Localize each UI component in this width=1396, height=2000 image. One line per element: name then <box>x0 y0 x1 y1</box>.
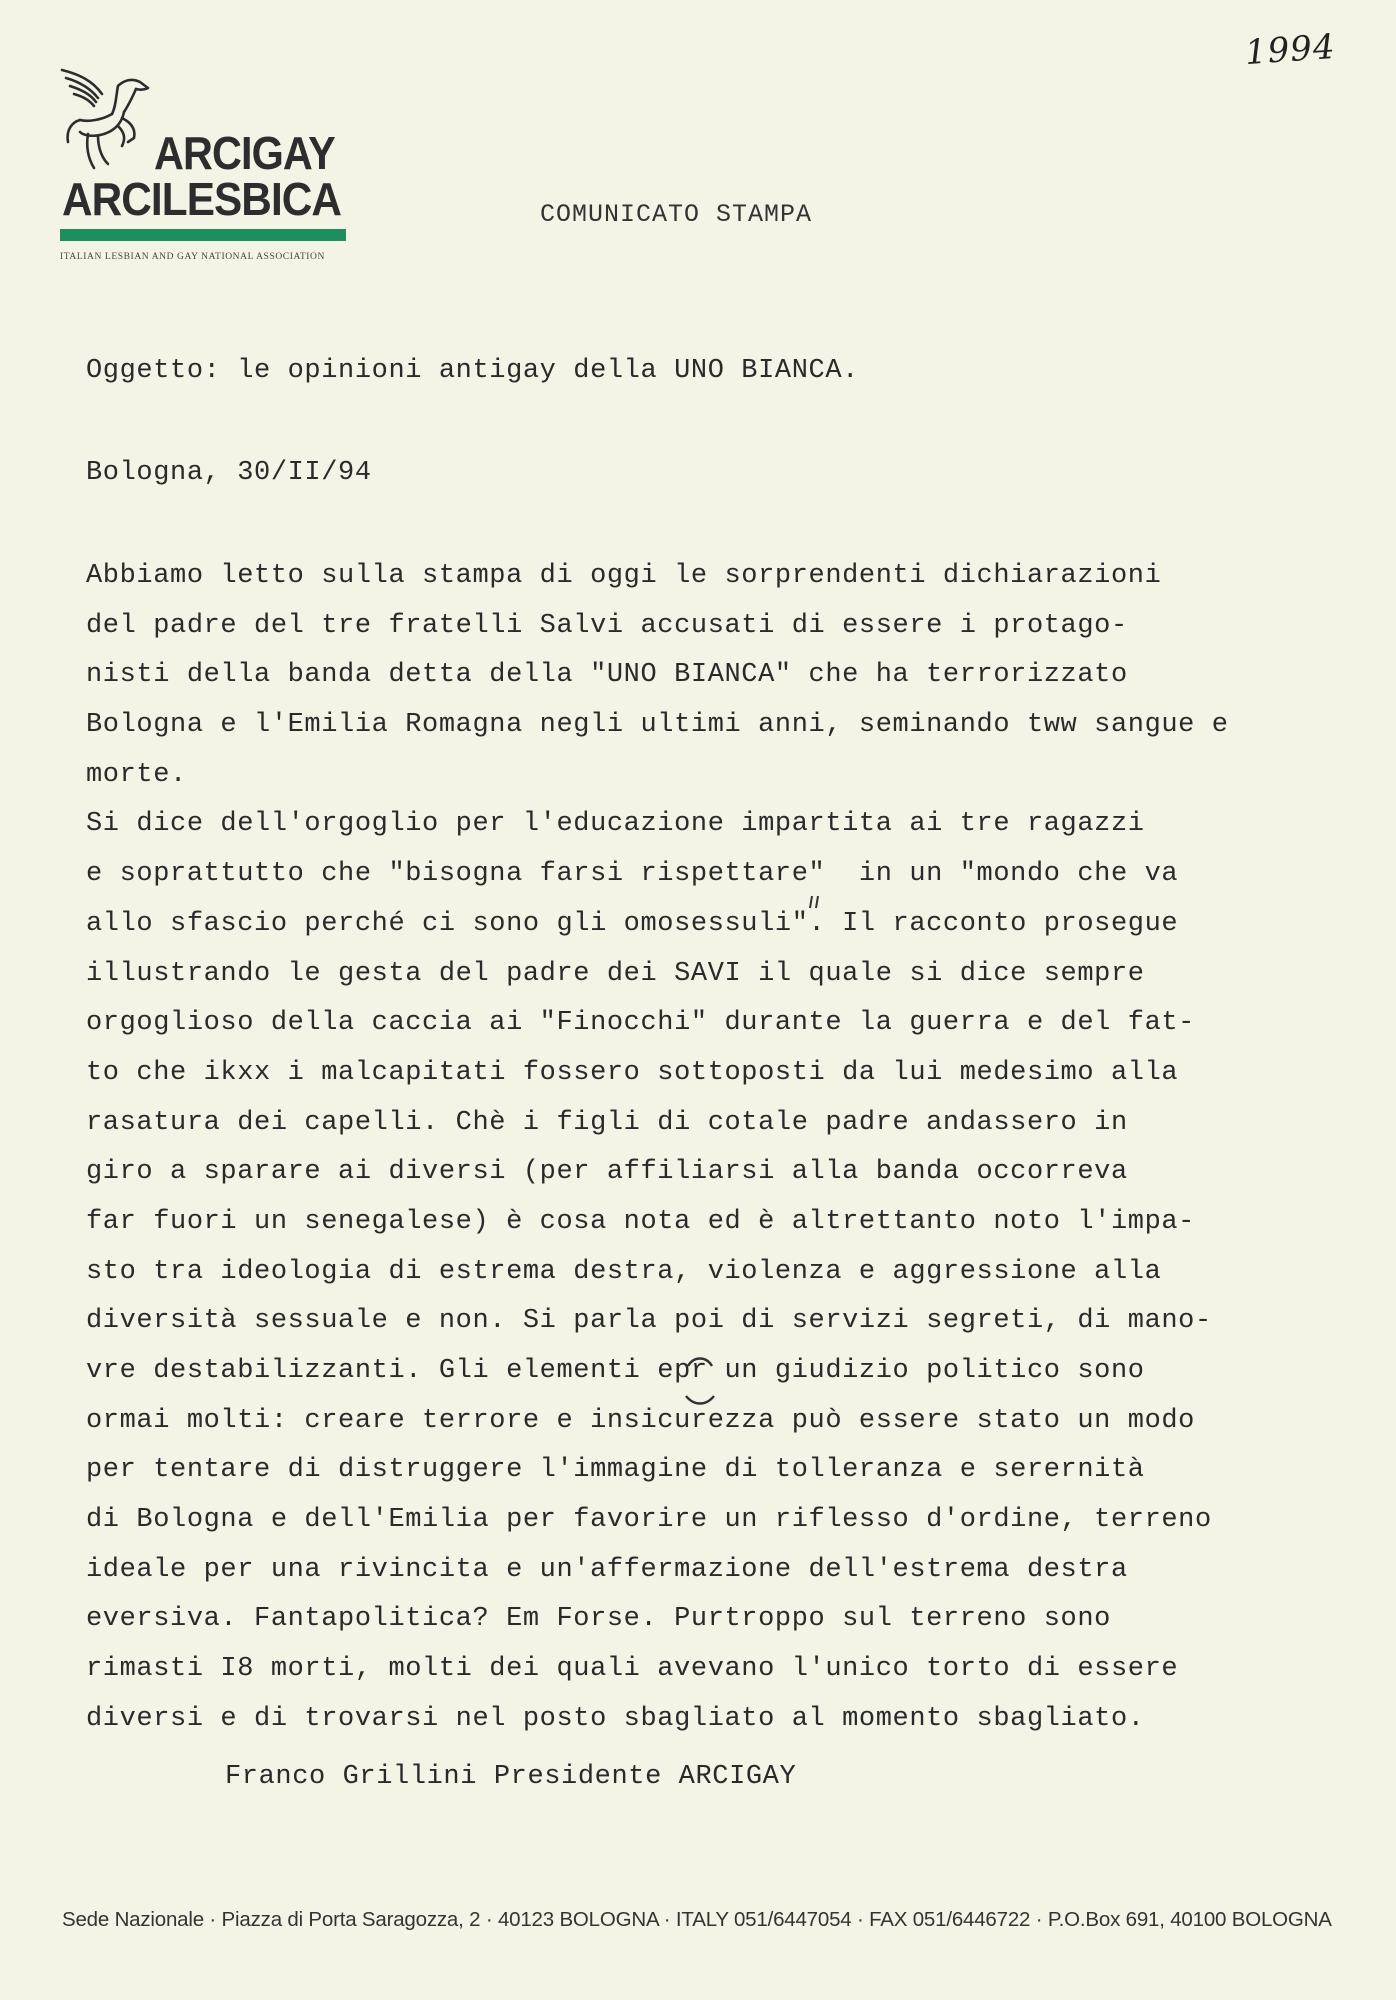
body-line: ormai molti: creare terrore e insicurezza può essere stato un modo <box>86 1405 1195 1436</box>
body-line: illustrando le gesta del padre dei SAVI il quale si dice sempre <box>86 958 1145 989</box>
body-line: diversi e di trovarsi nel posto sbagliato al momento sbagliato. <box>86 1703 1145 1734</box>
body-line: Abbiamo letto sulla stampa di oggi le sorprendenti dichiarazioni <box>86 561 1162 591</box>
letterhead-accent-bar <box>60 229 346 241</box>
letterhead-footer: Sede Nazionale · Piazza di Porta Saragozza, 2 · 40123 BOLOGNA · ITALY 051/6447054 · FAX 051/6446722 · P.O.Box 691, 40100 BOLOGNA <box>62 1908 1332 1931</box>
document-heading: COMUNICATO STAMPA <box>540 200 813 229</box>
body-line: morte. <box>86 759 187 790</box>
body-line: diversità sessuale e non. Si parla poi di servizi segreti, di mano- <box>86 1306 1212 1337</box>
letterhead-tagline: ITALIAN LESBIAN AND GAY NATIONAL ASSOCIATION <box>60 252 325 262</box>
body-line: rimasti I8 morti, molti dei quali avevano l'unico torto di essere <box>86 1654 1179 1685</box>
subject-line: Oggetto: le opinioni antigay della UNO BIANCA. <box>86 356 859 386</box>
body-line: sto tra ideologia di estrema destra, violenza e aggressione alla <box>86 1256 1162 1287</box>
signature-line: Franco Grillini Presidente ARCIGAY <box>225 1762 797 1792</box>
body-line: e soprattutto che "bisogna farsi rispettare" in un "mondo che va <box>86 859 1179 890</box>
pegasus-icon <box>58 64 158 174</box>
body-line: far fuori un senegalese) è cosa nota ed è altrettanto noto l'impa- <box>86 1206 1195 1237</box>
dateline: Bologna, 30/II/94 <box>86 458 372 488</box>
body-line: eversiva. Fantapolitica? Em Forse. Purtroppo sul terreno sono <box>86 1604 1111 1635</box>
body-line: nisti della banda detta della "UNO BIANCA" che ha terrorizzato <box>86 660 1128 691</box>
body-text <box>86 552 1336 1745</box>
body-line: per tentare di distruggere l'immagine di tolleranza e serernità <box>86 1455 1145 1486</box>
brand-name-arcigay: ARCIGAY <box>154 127 335 179</box>
letterhead-logo <box>58 64 358 264</box>
body-line: del padre del tre fratelli Salvi accusati di essere i protago- <box>86 610 1128 641</box>
body-line: orgoglioso della caccia ai "Finocchi" durante la guerra e del fat- <box>86 1008 1195 1039</box>
handwritten-year: 1994 <box>1244 26 1338 74</box>
body-line: giro a sparare ai diversi (per affiliarsi alla banda occorreva <box>86 1157 1128 1188</box>
body-line: rasatura dei capelli. Chè i figli di cotale padre andassero in <box>86 1107 1128 1138</box>
brand-name-arcilesbica: ARCILESBICA <box>62 173 342 225</box>
body-line: ideale per una rivincita e un'affermazione dell'estrema destra <box>86 1554 1128 1585</box>
body-line: Bologna e l'Emilia Romagna negli ultimi anni, seminando tww sangue e <box>86 710 1229 741</box>
body-line: di Bologna e dell'Emilia per favorire un riflesso d'ordine, terreno <box>86 1505 1212 1536</box>
body-line: allo sfascio perché ci sono gli omosessuli". Il racconto prosegue <box>86 908 1179 939</box>
body-line: Si dice dell'orgoglio per l'educazione impartita ai tre ragazzi <box>86 809 1145 840</box>
body-line: to che ikxx i malcapitati fossero sottoposti da lui medesimo alla <box>86 1057 1179 1088</box>
body-line: vre destabilizzanti. Gli elementi epr un giudizio politico sono <box>86 1356 1145 1386</box>
